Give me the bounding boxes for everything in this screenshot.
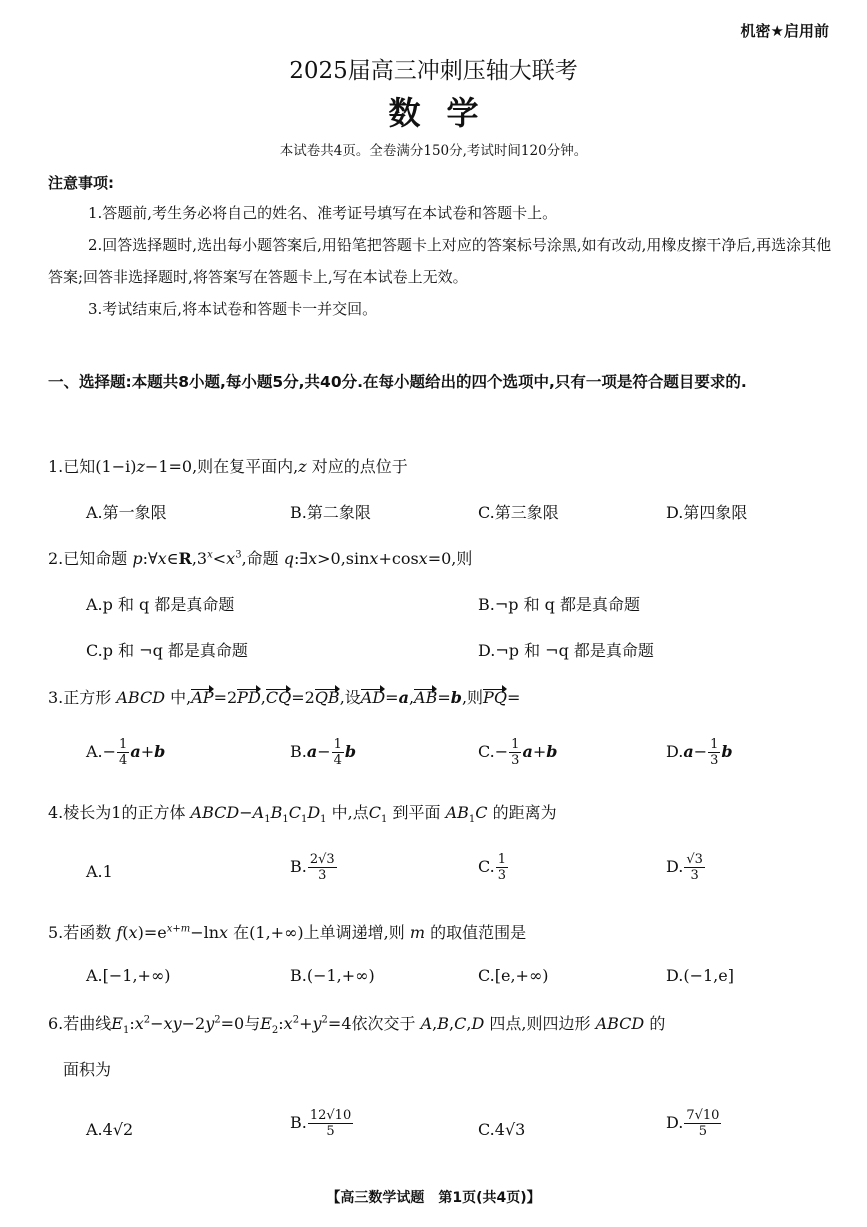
q4-option-d: D. $\frac{√3}{3}$ [666, 852, 703, 883]
page-footer: 【高三数学试题 第1页(共4页)】 [326, 1190, 541, 1206]
notice-item-3: 3.考试结束后,将本试卷和答题卡一并交回。 [88, 300, 378, 318]
q5-option-c: C.[e,+∞) [478, 966, 549, 985]
q6-option-b: B. $\frac{12√10}{5}$ [290, 1108, 352, 1139]
notice-item-1: 1.答题前,考生务必将自己的姓名、准考证号填写在本试卷和答题卡上。 [88, 204, 558, 222]
q6-option-c: C.4√3 [478, 1120, 526, 1139]
question-1-stem: 1.已知(1−i)z−1=0,则在复平面内,z 对应的点位于 [48, 457, 408, 476]
question-2-stem: 2.已知命题 $p:\forall x\in R,3^x<x^3$,命题 q:∃x>0,sinx+cosx=0,则 [48, 549, 473, 568]
q3-option-b: B.a− $\frac{1}{4}$ b [290, 737, 357, 768]
question-5-stem: 5.若函数 $f(x)=e^{x+m}-\ln x$ 在(1,+∞)上单调递增,则 m 的取值范围是 [48, 923, 527, 942]
q6-option-a: A.4√2 [86, 1120, 134, 1139]
notice-heading: 注意事项: [48, 174, 114, 192]
q2-option-a: A.p 和 q 都是真命题 [86, 595, 235, 614]
q2-option-c: C.p 和 ¬q 都是真命题 [86, 641, 248, 660]
notice-item-2: 2.回答选择题时,选出每小题答案后,用铅笔把答题卡上对应的答案标号涂黑,如有改动,用橡皮擦干净后,再选涂其他答案;回答非选择题时,将答案写在答题卡上,写在本试卷上无效。 [48, 236, 832, 286]
question-6-stem: 6.若曲线$E_1:x^2-xy-2y^2=0$与$E_2:x^2+y^2=4$依次交于 A,B,C,D 四点,则四边形 ABCD 的 [48, 1014, 666, 1037]
q4-option-c: C. $\frac{1}{3}$ [478, 852, 507, 883]
question-4-stem: 4.棱长为1的正方体 $ABCD-A_1B_1C_1D_1$ 中,点$C_1$ 到平面 $AB_1C$ 的距离为 [48, 803, 557, 826]
q3-option-d: D.a− $\frac{1}{3}$ b [666, 737, 733, 768]
subject-title: 数学 [388, 94, 505, 132]
q6-option-d: D. $\frac{7√10}{5}$ [666, 1108, 720, 1139]
exam-info: 本试卷共4页。全卷满分150分,考试时间120分钟。 [279, 143, 588, 159]
q3-option-a: A.− $\frac{1}{4}$ a+b [86, 737, 166, 768]
q5-option-b: B.(−1,+∞) [290, 966, 375, 985]
q1-option-c: C.第三象限 [478, 503, 559, 522]
q4-option-a: A.1 [86, 862, 113, 881]
question-6-stem-line2: 面积为 [63, 1060, 112, 1079]
q1-option-b: B.第二象限 [290, 503, 371, 522]
q1-option-d: D.第四象限 [666, 503, 748, 522]
q4-option-b: B. $\frac{2√3}{3}$ [290, 852, 335, 883]
q3-option-c: C.− $\frac{1}{3}$ a+b [478, 737, 558, 768]
q1-option-a: A.第一象限 [86, 503, 167, 522]
confidential-label: 机密★启用前 [740, 22, 829, 40]
q2-option-d: D.¬p 和 ¬q 都是真命题 [478, 641, 654, 660]
q5-option-a: A.[−1,+∞) [86, 966, 171, 985]
q2-option-b: B.¬p 和 q 都是真命题 [478, 595, 640, 614]
exam-title: 2025届高三冲刺压轴大联考 [289, 58, 578, 84]
q5-option-d: D.(−1,e] [666, 966, 734, 985]
question-3-stem: 3.正方形 ABCD 中,AP=2PD,CQ=2QB,设AD=a,AB=b,则PQ= [48, 688, 521, 707]
section-heading: 一、选择题:本题共8小题,每小题5分,共40分.在每小题给出的四个选项中,只有一项是符合题目要求的. [48, 373, 747, 391]
